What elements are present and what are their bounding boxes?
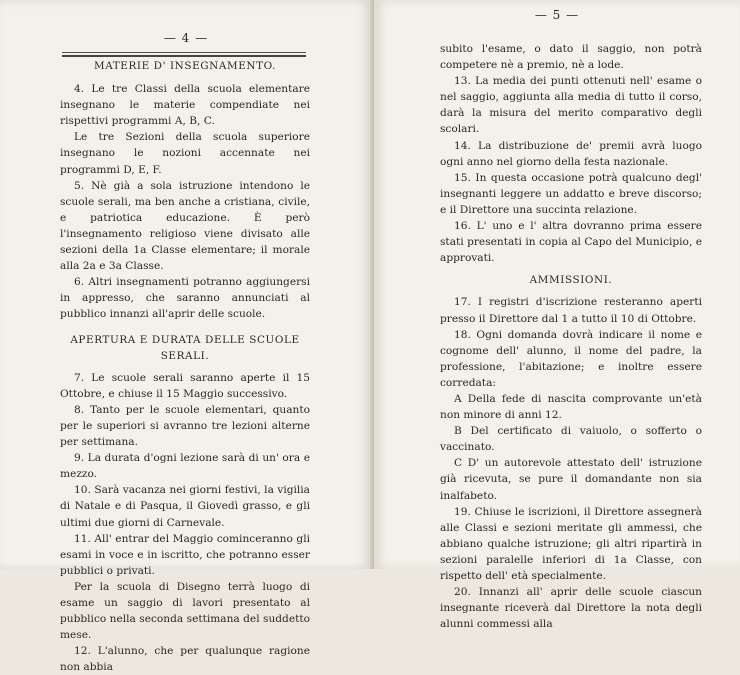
paragraph-18b: B Del certificato di vaiuolo, o sofferto o vaccinato. [440,425,702,454]
paragraph-18c: C D' un autorevole attestato dell' istruzione già ricevuta, se pure il domandante non sia inalfabeto. [440,457,702,502]
left-page-body [60,58,310,675]
paragraph-19: 19. Chiuse le iscrizioni, il Direttore assegnerà alle Classi e sezioni meritate gli ammessi, che abbiano qualche istruzione; gli altri ripartirà in sezioni paralelle inferiori di 1a Classe, con rispetto dell' età specialmente. [440,505,702,582]
page-number-right: — 5 — [534,8,580,22]
page-number-left: — 4 — [163,31,209,45]
paragraph-11b: Per la scuola di Disegno terrà luogo di esame un saggio di lavori presentato al pubblico nella seconda settimana del suddetto mese. [60,580,310,642]
right-page-body [440,41,702,632]
paragraph-4b: Le tre Sezioni della scuola superiore insegnano le nozioni accennate nei programmi D, E, F. [60,131,310,176]
paragraph-12-continued: subito l'esame, o dato il saggio, non potrà competere nè a premio, nè a lode. [440,43,702,72]
paragraph-7: 7. Le scuole serali saranno aperte il 15 Ottobre, e chiuse il 15 Maggio successivo. [60,371,310,400]
paragraph-6: 6. Altri insegnamenti potranno aggiungersi in appresso, che saranno annunciati al pubblico innanzi all'aprir delle scuole. [60,276,310,321]
paragraph-13: 13. La media dei punti ottenuti nell' esame o nel saggio, aggiunta alla media di tutto il corso, darà la misura del merito comparativo degli scolari. [440,75,702,136]
section-heading-apertura: APERTURA E DURATA DELLE SCUOLE SERALI. [70,333,300,362]
header-rule-thick [62,55,306,57]
right-page [374,0,740,631]
paragraph-12: 12. L'alunno, che per qualunque ragione non abbia [60,645,310,674]
section-heading-ammissioni: AMMISSIONI. [529,274,613,287]
paragraph-14: 14. La distribuzione de' premii avrà luogo ogni anno nel giorno della festa nazionale. [440,139,702,168]
paragraph-11: 11. All' entrar del Maggio cominceranno gli esami in voce e in iscritto, che potranno esser pubblici o privati. [60,532,310,577]
paragraph-9: 9. La durata d'ogni lezione sarà di un' ora e mezzo. [60,452,310,481]
paragraph-20: 20. Innanzi all' aprir delle scuole ciascun insegnante riceverà dal Direttore la nota degli alunni commessi alla [440,586,702,631]
paragraph-10: 10. Sarà vacanza nei giorni festivi, la vigilia di Natale e di Pasqua, il Giovedì grasso, e gli ultimi due giorni di Carnevale. [60,484,310,529]
paragraph-4: 4. Le tre Classi della scuola elementare insegnano le materie compendiate nei rispettivi programmi A, B, C. [60,83,310,128]
paragraph-18a: A Della fede di nascita comprovante un'età non minore di anni 12. [440,392,702,422]
paragraph-17: 17. I registri d'iscrizione resteranno aperti presso il Direttore dal 1 a tutto il 10 di Ottobre. [440,296,702,325]
paragraph-18: 18. Ogni domanda dovrà indicare il nome e cognome dell' alunno, il nome del padre, la professione, l'abitazione; e inoltre essere corredata: [440,328,702,389]
paragraph-5: 5. Nè già a sola istruzione intendono le scuole serali, ma ben anche a cristiana, civile, e patriotica educazione. È però l'insegnamento religioso viene divisato alle sezioni della 1a Classe elementare; il morale alla 2a e 3a Classe. [60,179,310,273]
section-heading-materie: MATERIE D' INSEGNAMENTO. [93,60,277,72]
paragraph-8: 8. Tanto per le scuole elementari, quanto per le superiori si avranno tre lezioni alterne per settimana. [60,403,310,449]
paragraph-16: 16. L' uno e l' altra dovranno prima essere stati presentati in copia al Capo del Municipio, e approvati. [440,220,702,265]
header-rule-thin [62,52,306,53]
paragraph-15: 15. In questa occasione potrà qualcuno degl' insegnanti leggere un addatto e breve discorso; e il Direttore una succinta relazione. [440,171,702,216]
